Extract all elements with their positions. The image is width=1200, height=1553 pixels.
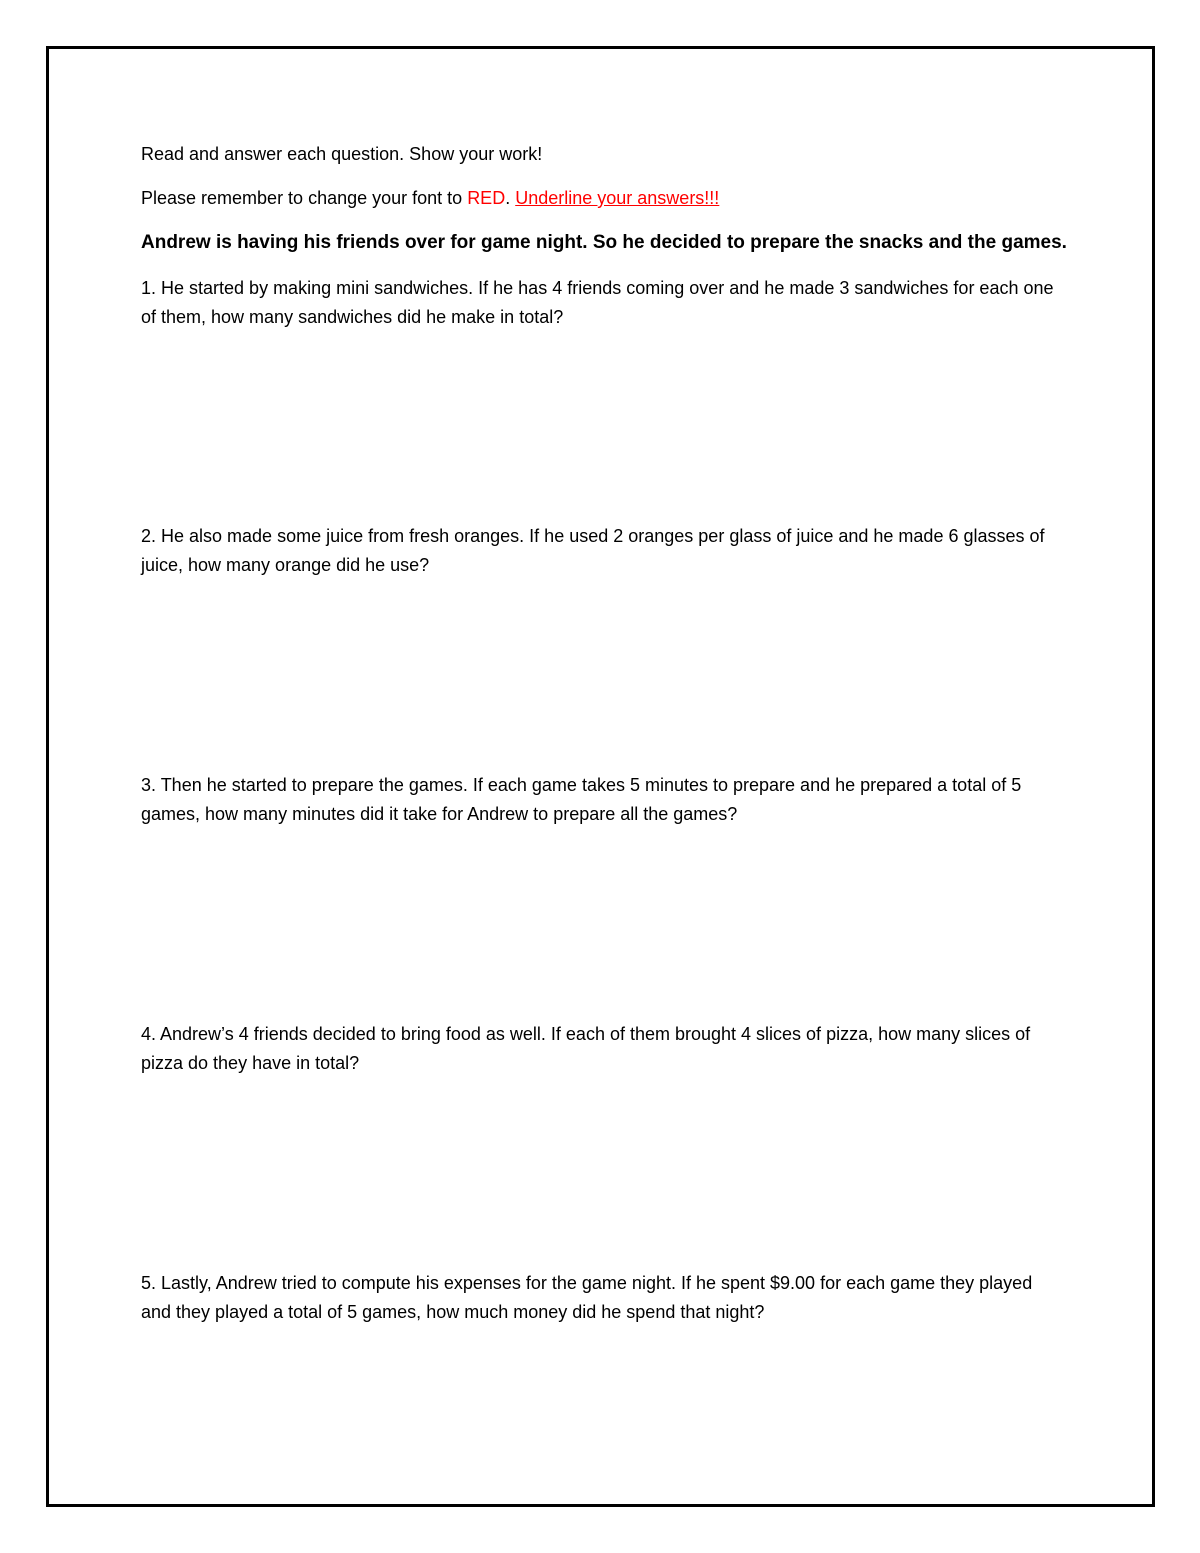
- question-2: 2. He also made some juice from fresh oranges. If he used 2 oranges per glass of juice and he made 6 glasses of juice, how many orange did he use?: [141, 526, 1045, 575]
- instruction-show-work: Read and answer each question. Show your work!: [141, 144, 543, 164]
- story-intro: Andrew is having his friends over for game night. So he decided to prepare the snacks and the games.: [141, 232, 1067, 253]
- instruction-underline-answers: Underline your answers!!!: [515, 188, 720, 208]
- instruction-red-word: RED: [467, 188, 506, 208]
- instruction-font-color: [141, 184, 719, 213]
- question-3: 3. Then he started to prepare the games. If each game takes 5 minutes to prepare and he prepared a total of 5 games, how many minutes did it take for Andrew to prepare all the games?: [141, 775, 1022, 824]
- question-1: 1. He started by making mini sandwiches. If he has 4 friends coming over and he made 3 sandwiches for each one of them, how many sandwiches did he make in total?: [141, 278, 1054, 327]
- instruction-font-prefix: Please remember to change your font to: [141, 188, 468, 208]
- question-5: 5. Lastly, Andrew tried to compute his expenses for the game night. If he spent $9.00 for each game they played and they played a total of 5 games, how much money did he spend that night?: [141, 1273, 1033, 1322]
- question-4: 4. Andrew’s 4 friends decided to bring food as well. If each of them brought 4 slices of pizza, how many slices of pizza do they have in total?: [141, 1024, 1031, 1073]
- instruction-separator: .: [505, 188, 516, 208]
